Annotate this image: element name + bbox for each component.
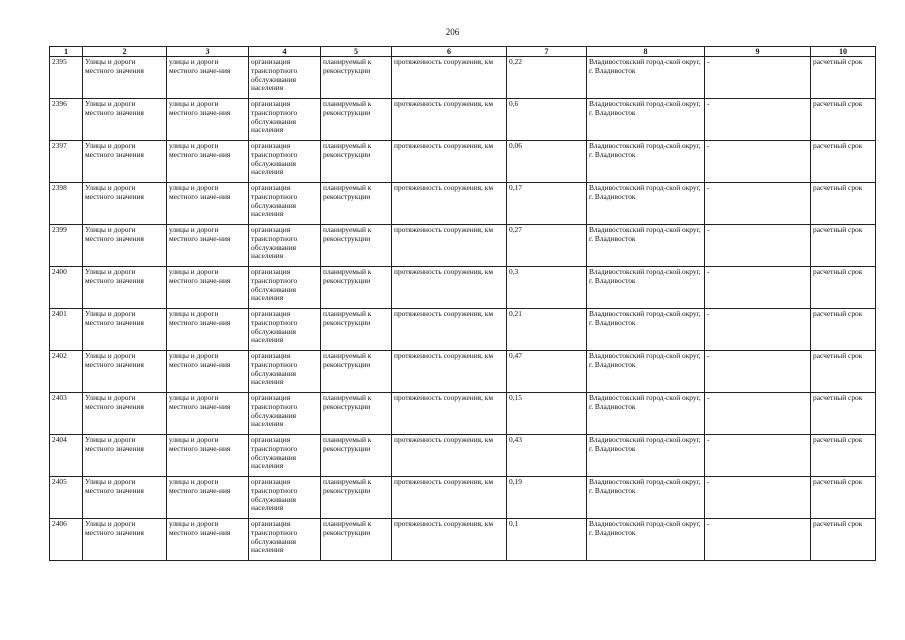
status-cell: планируемый к реконструкции <box>321 519 392 561</box>
zone-cell: - <box>705 183 811 225</box>
location-cell: Владивостокский город-ской округ, г. Владивосток <box>587 57 705 99</box>
object-type-cell: улицы и дороги местного значе-ния <box>167 393 249 435</box>
characteristic-cell: протяженность сооружения, км <box>392 435 507 477</box>
value-cell: 0,22 <box>507 57 587 99</box>
value-cell: 0,47 <box>507 351 587 393</box>
object-name-cell: Улицы и дороги местного значения <box>83 519 167 561</box>
purpose-cell: организация транспортного обслуживания населения <box>249 267 321 309</box>
location-cell: Владивостокский город-ской округ, г. Владивосток <box>587 267 705 309</box>
status-cell: планируемый к реконструкции <box>321 267 392 309</box>
zone-cell: - <box>705 141 811 183</box>
zone-cell: - <box>705 267 811 309</box>
purpose-cell: организация транспортного обслуживания населения <box>249 477 321 519</box>
table-row <box>50 225 876 267</box>
term-cell: расчетный срок <box>811 477 876 519</box>
term-cell: расчетный срок <box>811 141 876 183</box>
table-row <box>50 267 876 309</box>
characteristic-cell: протяженность сооружения, км <box>392 393 507 435</box>
table-row <box>50 519 876 561</box>
table-row <box>50 309 876 351</box>
object-type-cell: улицы и дороги местного значе-ния <box>167 435 249 477</box>
location-cell: Владивостокский город-ской округ, г. Владивосток <box>587 519 705 561</box>
purpose-cell: организация транспортного обслуживания населения <box>249 393 321 435</box>
characteristic-cell: протяженность сооружения, км <box>392 519 507 561</box>
status-cell: планируемый к реконструкции <box>321 183 392 225</box>
table-row <box>50 435 876 477</box>
zone-cell: - <box>705 519 811 561</box>
status-cell: планируемый к реконструкции <box>321 57 392 99</box>
registry-table <box>49 46 876 561</box>
value-cell: 0,27 <box>507 225 587 267</box>
term-cell: расчетный срок <box>811 267 876 309</box>
zone-cell: - <box>705 477 811 519</box>
status-cell: планируемый к реконструкции <box>321 435 392 477</box>
object-name-cell: Улицы и дороги местного значения <box>83 183 167 225</box>
purpose-cell: организация транспортного обслуживания населения <box>249 57 321 99</box>
term-cell: расчетный срок <box>811 225 876 267</box>
object-name-cell: Улицы и дороги местного значения <box>83 351 167 393</box>
row-number-cell: 2396 <box>50 99 83 141</box>
row-number-cell: 2395 <box>50 57 83 99</box>
status-cell: планируемый к реконструкции <box>321 99 392 141</box>
purpose-cell: организация транспортного обслуживания населения <box>249 351 321 393</box>
object-type-cell: улицы и дороги местного значе-ния <box>167 351 249 393</box>
purpose-cell: организация транспортного обслуживания населения <box>249 99 321 141</box>
zone-cell: - <box>705 57 811 99</box>
table-row <box>50 351 876 393</box>
column-header: 3 <box>167 47 249 57</box>
zone-cell: - <box>705 225 811 267</box>
table-row <box>50 141 876 183</box>
row-number-cell: 2403 <box>50 393 83 435</box>
column-header: 9 <box>705 47 811 57</box>
status-cell: планируемый к реконструкции <box>321 141 392 183</box>
table-row <box>50 393 876 435</box>
zone-cell: - <box>705 351 811 393</box>
term-cell: расчетный срок <box>811 57 876 99</box>
row-number-cell: 2398 <box>50 183 83 225</box>
row-number-cell: 2404 <box>50 435 83 477</box>
column-header: 5 <box>321 47 392 57</box>
characteristic-cell: протяженность сооружения, км <box>392 183 507 225</box>
zone-cell: - <box>705 393 811 435</box>
object-name-cell: Улицы и дороги местного значения <box>83 141 167 183</box>
column-header: 8 <box>587 47 705 57</box>
status-cell: планируемый к реконструкции <box>321 351 392 393</box>
location-cell: Владивостокский город-ской округ, г. Владивосток <box>587 183 705 225</box>
row-number-cell: 2400 <box>50 267 83 309</box>
column-header: 10 <box>811 47 876 57</box>
term-cell: расчетный срок <box>811 99 876 141</box>
term-cell: расчетный срок <box>811 309 876 351</box>
value-cell: 0,1 <box>507 519 587 561</box>
status-cell: планируемый к реконструкции <box>321 477 392 519</box>
value-cell: 0,21 <box>507 309 587 351</box>
characteristic-cell: протяженность сооружения, км <box>392 477 507 519</box>
object-type-cell: улицы и дороги местного значе-ния <box>167 183 249 225</box>
location-cell: Владивостокский город-ской округ, г. Владивосток <box>587 477 705 519</box>
object-type-cell: улицы и дороги местного значе-ния <box>167 225 249 267</box>
characteristic-cell: протяженность сооружения, км <box>392 309 507 351</box>
characteristic-cell: протяженность сооружения, км <box>392 57 507 99</box>
zone-cell: - <box>705 435 811 477</box>
value-cell: 0,3 <box>507 267 587 309</box>
term-cell: расчетный срок <box>811 435 876 477</box>
term-cell: расчетный срок <box>811 519 876 561</box>
location-cell: Владивостокский город-ской округ, г. Владивосток <box>587 393 705 435</box>
characteristic-cell: протяженность сооружения, км <box>392 267 507 309</box>
location-cell: Владивостокский город-ской округ, г. Владивосток <box>587 435 705 477</box>
purpose-cell: организация транспортного обслуживания населения <box>249 183 321 225</box>
table-body <box>50 57 876 561</box>
status-cell: планируемый к реконструкции <box>321 393 392 435</box>
purpose-cell: организация транспортного обслуживания населения <box>249 435 321 477</box>
table-row <box>50 183 876 225</box>
page-number: 206 <box>445 27 460 37</box>
column-header: 2 <box>83 47 167 57</box>
object-type-cell: улицы и дороги местного значе-ния <box>167 267 249 309</box>
column-header: 6 <box>392 47 507 57</box>
row-number-cell: 2405 <box>50 477 83 519</box>
location-cell: Владивостокский город-ской округ, г. Владивосток <box>587 225 705 267</box>
object-name-cell: Улицы и дороги местного значения <box>83 267 167 309</box>
status-cell: планируемый к реконструкции <box>321 309 392 351</box>
row-number-cell: 2401 <box>50 309 83 351</box>
object-name-cell: Улицы и дороги местного значения <box>83 57 167 99</box>
table-row <box>50 99 876 141</box>
term-cell: расчетный срок <box>811 183 876 225</box>
zone-cell: - <box>705 99 811 141</box>
object-type-cell: улицы и дороги местного значе-ния <box>167 309 249 351</box>
characteristic-cell: протяженность сооружения, км <box>392 99 507 141</box>
purpose-cell: организация транспортного обслуживания населения <box>249 225 321 267</box>
object-type-cell: улицы и дороги местного значе-ния <box>167 57 249 99</box>
object-type-cell: улицы и дороги местного значе-ния <box>167 99 249 141</box>
column-header: 7 <box>507 47 587 57</box>
zone-cell: - <box>705 309 811 351</box>
object-type-cell: улицы и дороги местного значе-ния <box>167 519 249 561</box>
row-number-cell: 2399 <box>50 225 83 267</box>
object-name-cell: Улицы и дороги местного значения <box>83 309 167 351</box>
location-cell: Владивостокский город-ской округ, г. Владивосток <box>587 309 705 351</box>
table-row <box>50 477 876 519</box>
location-cell: Владивостокский город-ской округ, г. Владивосток <box>587 99 705 141</box>
location-cell: Владивостокский город-ской округ, г. Владивосток <box>587 141 705 183</box>
value-cell: 0,17 <box>507 183 587 225</box>
column-header: 1 <box>50 47 83 57</box>
characteristic-cell: протяженность сооружения, км <box>392 351 507 393</box>
location-cell: Владивостокский город-ской округ, г. Владивосток <box>587 351 705 393</box>
column-header: 4 <box>249 47 321 57</box>
purpose-cell: организация транспортного обслуживания населения <box>249 309 321 351</box>
object-name-cell: Улицы и дороги местного значения <box>83 435 167 477</box>
object-name-cell: Улицы и дороги местного значения <box>83 99 167 141</box>
value-cell: 0,15 <box>507 393 587 435</box>
characteristic-cell: протяженность сооружения, км <box>392 141 507 183</box>
term-cell: расчетный срок <box>811 351 876 393</box>
row-number-cell: 2397 <box>50 141 83 183</box>
characteristic-cell: протяженность сооружения, км <box>392 225 507 267</box>
value-cell: 0,43 <box>507 435 587 477</box>
value-cell: 0,6 <box>507 99 587 141</box>
object-type-cell: улицы и дороги местного значе-ния <box>167 141 249 183</box>
object-type-cell: улицы и дороги местного значе-ния <box>167 477 249 519</box>
term-cell: расчетный срок <box>811 393 876 435</box>
purpose-cell: организация транспортного обслуживания населения <box>249 519 321 561</box>
table-row <box>50 57 876 99</box>
object-name-cell: Улицы и дороги местного значения <box>83 393 167 435</box>
row-number-cell: 2402 <box>50 351 83 393</box>
row-number-cell: 2406 <box>50 519 83 561</box>
value-cell: 0,19 <box>507 477 587 519</box>
table-header-row <box>50 47 876 57</box>
object-name-cell: Улицы и дороги местного значения <box>83 225 167 267</box>
purpose-cell: организация транспортного обслуживания населения <box>249 141 321 183</box>
value-cell: 0,06 <box>507 141 587 183</box>
status-cell: планируемый к реконструкции <box>321 225 392 267</box>
object-name-cell: Улицы и дороги местного значения <box>83 477 167 519</box>
